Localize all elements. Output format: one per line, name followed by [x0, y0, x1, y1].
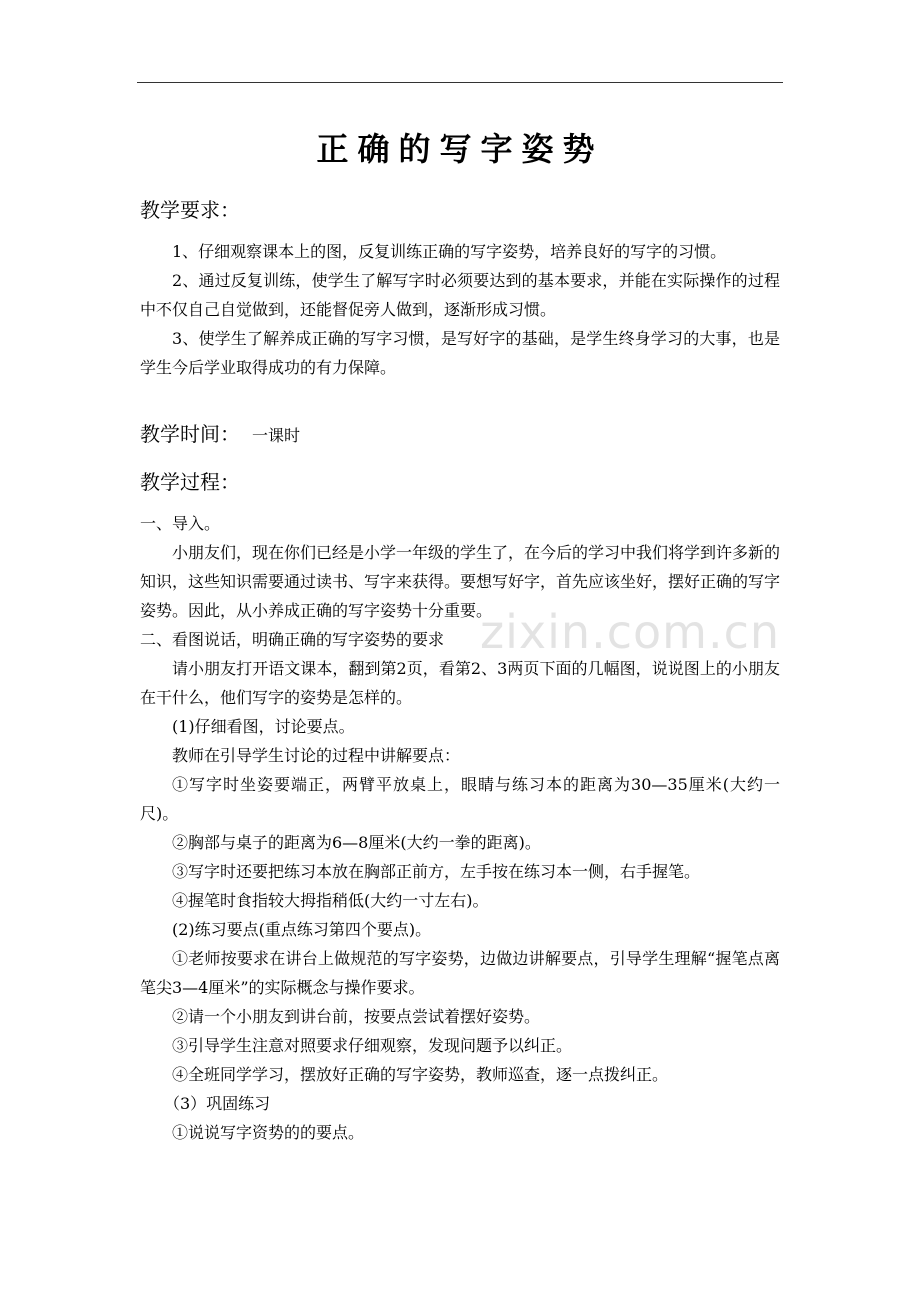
process-heading: 教学过程：	[140, 470, 240, 494]
process-step: 二、看图说话，明确正确的写字姿势的要求	[140, 630, 445, 649]
process-paragraph: ①说说写字资势的的要点。	[172, 1123, 365, 1142]
process-paragraph: ①写字时坐姿要端正，两臂平放桌上，眼睛与练习本的距离为30—35厘米(大约一尺)。	[140, 775, 780, 823]
process-paragraph: ①老师按要求在讲台上做规范的写字姿势，边做边讲解要点，引导学生理解“握笔点离笔尖3—4厘米”的实际概念与操作要求。	[140, 949, 780, 997]
requirement-item: 2、通过反复训练，使学生了解写字时必须要达到的基本要求，并能在实际操作的过程中不仅自己自觉做到，还能督促旁人做到，逐渐形成习惯。	[140, 271, 780, 319]
process-paragraph: （3）巩固练习	[164, 1094, 271, 1113]
process-paragraph: ③引导学生注意对照要求仔细观察，发现问题予以纠正。	[172, 1036, 573, 1055]
process-paragraph: ④握笔时食指较大拇指稍低(大约一寸左右)。	[172, 891, 489, 910]
process-paragraph: ④全班同学学习，摆放好正确的写字姿势，教师巡查，逐一点拨纠正。	[172, 1065, 669, 1084]
header-rule	[137, 82, 783, 83]
requirements-list	[140, 237, 780, 382]
process-paragraph: (1)仔细看图，讨论要点。	[172, 717, 355, 736]
process-paragraph: ③写字时还要把练习本放在胸部正前方，左手按在练习本一侧，右手握笔。	[172, 862, 701, 881]
page-title: 正确的写字姿势	[316, 130, 604, 168]
time-heading	[140, 422, 300, 448]
process-paragraph: 教师在引导学生讨论的过程中讲解要点：	[172, 746, 461, 765]
requirement-item: 1、仔细观察课本上的图，反复训练正确的写字姿势，培养良好的写字的习惯。	[172, 242, 727, 261]
process-step: 一、导入。	[140, 514, 221, 533]
requirements-heading: 教学要求：	[140, 198, 240, 222]
time-value: 一课时	[252, 426, 301, 445]
requirement-item: 3、使学生了解养成正确的写字习惯，是写好字的基础，是学生终身学习的大事，也是学生今后学业取得成功的有力保障。	[140, 329, 780, 377]
process-paragraph: 小朋友们，现在你们已经是小学一年级的学生了，在今后的学习中我们将学到许多新的知识，这些知识需要通过读书、写字来获得。要想写好字，首先应该坐好，摆好正确的写字姿势。因此，从小养成正确的写字姿势十分重要。	[140, 543, 781, 620]
process-paragraph: ②请一个小朋友到讲台前，按要点尝试着摆好姿势。	[172, 1007, 541, 1026]
process-paragraph: ②胸部与桌子的距离为6—8厘米(大约一拳的距离)。	[172, 833, 541, 852]
process-paragraph: (2)练习要点(重点练习第四个要点)。	[172, 920, 432, 939]
time-heading-label: 教学时间：	[140, 422, 240, 446]
watermark: zixin.com.cn	[480, 605, 781, 659]
process-paragraph: 请小朋友打开语文课本，翻到第2页，看第2、3两页下面的几幅图，说说图上的小朋友在干什么，他们写字的姿势是怎样的。	[140, 659, 780, 707]
